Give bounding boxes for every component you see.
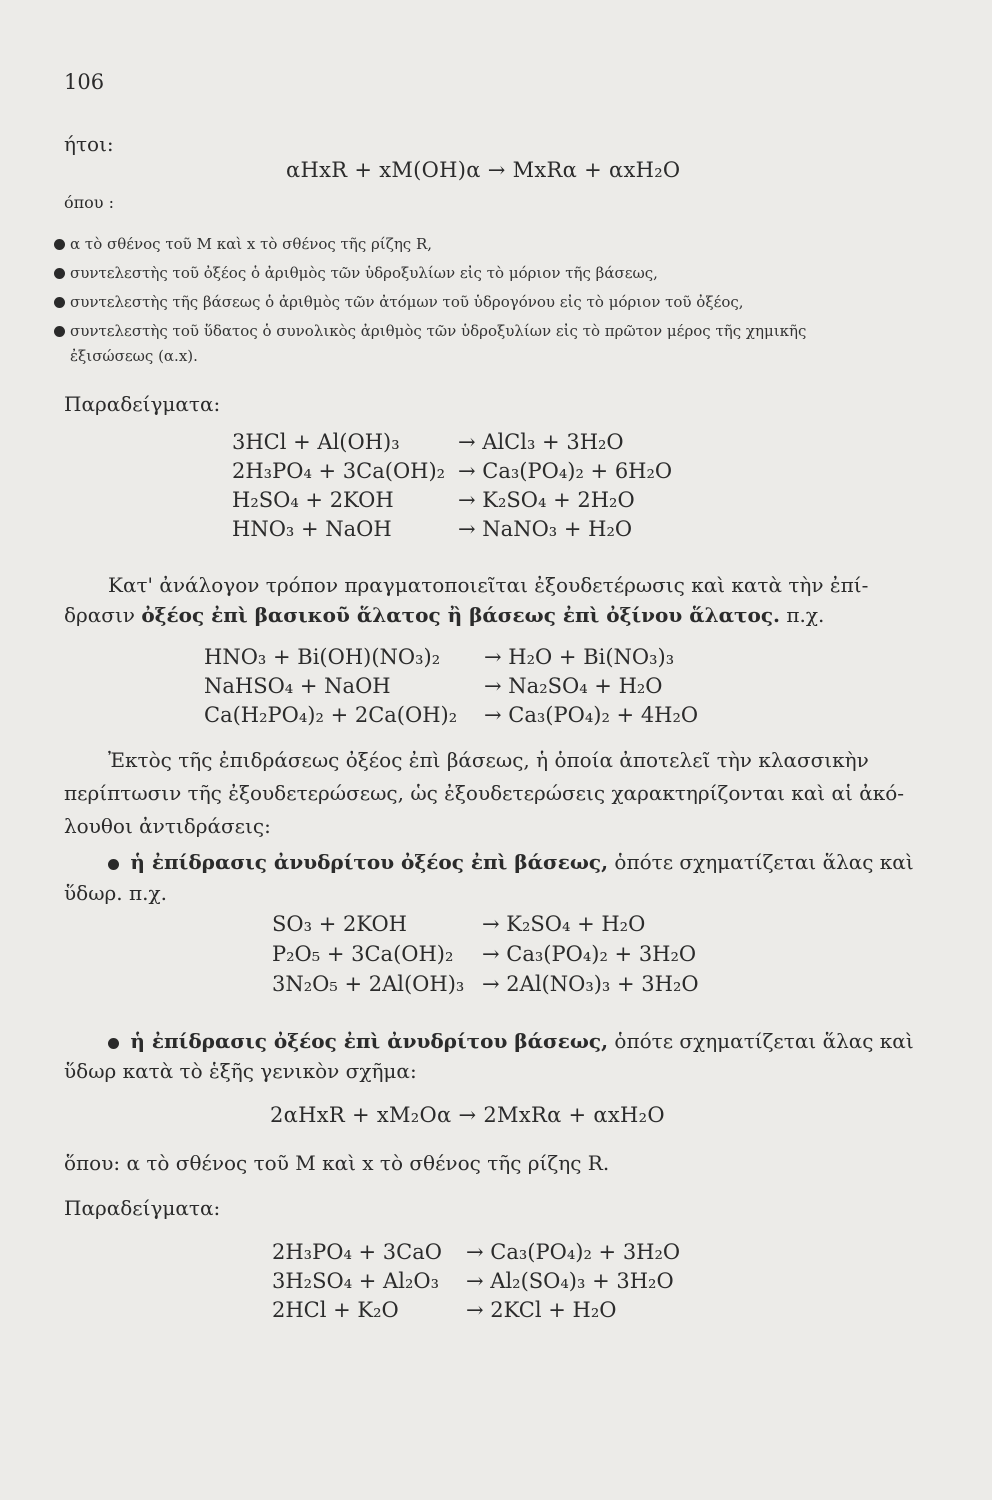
where-label: όπου : (64, 193, 114, 212)
equation-left: 3H₂SO₄ + Al₂O₃ (272, 1269, 439, 1293)
arrow-icon: → (458, 517, 476, 541)
equation-left: 2H₃PO₄ + 3Ca(OH)₂ (232, 459, 446, 483)
arrow-icon: → (484, 674, 502, 698)
where-line: ὅπου: α τὸ σθένος τοῦ M καὶ x τὸ σθένος τῆς ρίζης R. (64, 1151, 610, 1175)
equation-right: → Ca₃(PO₄)₂ + 6H₂O (458, 459, 673, 483)
definition-item: συντελεστὴς τῆς βάσεως ὁ ἀριθμὸς τῶν ἀτόμων τοῦ ὑδρογόνου εἰς τὸ μόριον τοῦ ὀξέος, (54, 292, 744, 312)
equation-left: HNO₃ + NaOH (232, 517, 392, 541)
general-equation: αHxR + xM(OH)α → MxRα + αxH₂O (286, 158, 681, 182)
equation-right: → NaNO₃ + H₂O (458, 517, 633, 541)
arrow-icon: → (466, 1240, 484, 1264)
arrow-icon: → (482, 972, 500, 996)
arrow-icon: → (458, 430, 476, 454)
arrow-icon: → (458, 488, 476, 512)
equation-right: → Ca₃(PO₄)₂ + 3H₂O (466, 1240, 681, 1264)
arrow-icon: → (466, 1269, 484, 1293)
equation-left: NaHSO₄ + NaOH (204, 674, 391, 698)
bullet-icon (108, 1038, 119, 1049)
bullet-icon (54, 239, 65, 250)
arrow-icon: → (484, 645, 502, 669)
paragraph-line: Κατ' ἀνάλογον τρόπον πραγματοποιεῖται ἐξουδετέρωσις καὶ κατὰ τὴν ἐπί- (108, 573, 869, 597)
equation-right: → H₂O + Bi(NO₃)₃ (484, 645, 675, 669)
bullet-icon (54, 268, 65, 279)
arrow-icon: → (458, 459, 476, 483)
equation-right: → K₂SO₄ + 2H₂O (458, 488, 635, 512)
equation-left: 3HCl + Al(OH)₃ (232, 430, 400, 454)
equation-left: P₂O₅ + 3Ca(OH)₂ (272, 942, 454, 966)
bullet-b-line2: ὕδωρ κατὰ τὸ ἑξῆς γενικὸν σχῆμα: (64, 1059, 417, 1083)
equation-right: → Ca₃(PO₄)₂ + 4H₂O (484, 703, 699, 727)
bullet-a-line2: ὕδωρ. π.χ. (64, 881, 167, 905)
arrow-icon: → (482, 912, 500, 936)
equation-right: → Ca₃(PO₄)₂ + 3H₂O (482, 942, 697, 966)
definition-item: συντελεστὴς τοῦ ὕδατος ὁ συνολικὸς ἀριθμὸς τῶν ὑδροξυλίων εἰς τὸ πρῶτον μέρος τῆς χημικῆς (54, 321, 806, 341)
definition-item: α τὸ σθένος τοῦ M καὶ x τὸ σθένος τῆς ρίζης R, (54, 234, 432, 254)
equation-right: → 2KCl + H₂O (466, 1298, 617, 1322)
paragraph-line: περίπτωσιν τῆς ἐξουδετερώσεως, ὡς ἐξουδετερώσεις χαρακτηρίζονται καὶ αἱ ἀκό- (64, 781, 904, 805)
examples-label: Παραδείγματα: (64, 392, 221, 416)
equation-right: → Al₂(SO₄)₃ + 3H₂O (466, 1269, 674, 1293)
equation-right: → Na₂SO₄ + H₂O (484, 674, 663, 698)
definition-item: συντελεστὴς τοῦ ὀξέος ὁ ἀριθμὸς τῶν ὑδροξυλίων εἰς τὸ μόριον τῆς βάσεως, (54, 263, 658, 283)
equation-left: HNO₃ + Bi(OH)(NO₃)₂ (204, 645, 441, 669)
equation-left: H₂SO₄ + 2KOH (232, 488, 394, 512)
paragraph-line: Ἐκτὸς τῆς ἐπιδράσεως ὀξέος ἐπὶ βάσεως, ἡ ὁποία ἀποτελεῖ τὴν κλασσικὴν (108, 748, 869, 772)
equation-left: 2HCl + K₂O (272, 1298, 399, 1322)
definition-item-continued: ἐξισώσεως (α.x). (70, 347, 198, 365)
arrow-icon: → (482, 942, 500, 966)
equation-right: → AlCl₃ + 3H₂O (458, 430, 624, 454)
bullet-icon (54, 297, 65, 308)
equation-left: Ca(H₂PO₄)₂ + 2Ca(OH)₂ (204, 703, 458, 727)
general-equation-2: 2αHxR + xM₂Oα → 2MxRα + αxH₂O (270, 1103, 665, 1127)
page-number: 106 (64, 70, 105, 94)
bullet-a-line: ἡ ἐπίδρασις ἀνυδρίτου ὀξέος ἐπὶ βάσεως, ὁπότε σχηματίζεται ἅλας καὶ (108, 847, 914, 877)
examples-label-2: Παραδείγματα: (64, 1196, 221, 1220)
bullet-icon (54, 326, 65, 337)
equation-left: 2H₃PO₄ + 3CaO (272, 1240, 442, 1264)
arrow-icon: → (484, 703, 502, 727)
bullet-icon (108, 859, 119, 870)
bullet-b-line: ἡ ἐπίδρασις ὀξέος ἐπὶ ἀνυδρίτου βάσεως, ὁπότε σχηματίζεται ἅλας καὶ (108, 1026, 914, 1056)
equation-right: → 2Al(NO₃)₃ + 3H₂O (482, 972, 699, 996)
equation-right: → K₂SO₄ + H₂O (482, 912, 646, 936)
equation-left: SO₃ + 2KOH (272, 912, 407, 936)
paragraph-line: λουθοι ἀντιδράσεις: (64, 814, 271, 838)
intro-label: ήτοι: (64, 132, 114, 156)
paragraph-line: δρασιν ὀξέος ἐπὶ βασικοῦ ἅλατος ἢ βάσεως ἐπὶ ὀξίνου ἅλατος. π.χ. (64, 603, 825, 627)
equation-left: 3N₂O₅ + 2Al(OH)₃ (272, 972, 465, 996)
arrow-icon: → (466, 1298, 484, 1322)
